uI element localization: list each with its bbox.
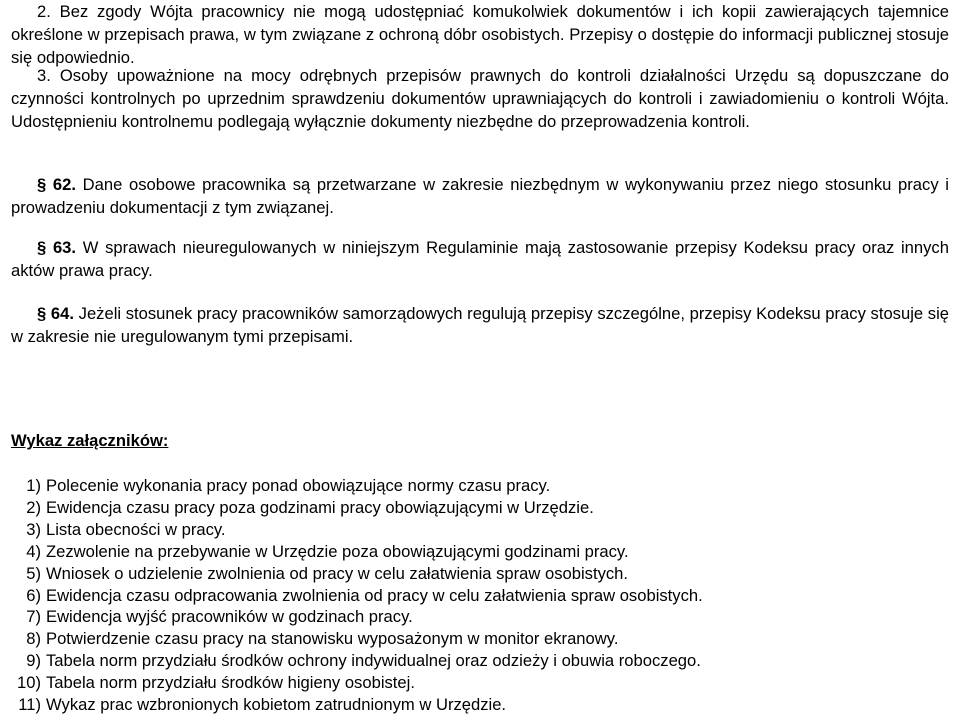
list-item-text: Wykaz prac wzbronionych kobietom zatrudnionym w Urzędzie. bbox=[46, 695, 507, 715]
list-item-index: 1) bbox=[26, 476, 41, 495]
list-item bbox=[11, 585, 703, 607]
section-62 bbox=[11, 173, 949, 219]
list-item-index: 8) bbox=[26, 629, 41, 649]
list-item-text: Lista obecności w pracy. bbox=[46, 519, 226, 539]
paragraph-number: 3. bbox=[37, 66, 51, 85]
list-item-index: 5) bbox=[26, 563, 41, 583]
section-number: 64. bbox=[50, 304, 74, 323]
section-symbol: § bbox=[37, 304, 47, 323]
list-item bbox=[11, 694, 703, 716]
paragraph-2 bbox=[11, 0, 949, 69]
list-item-index: 9) bbox=[26, 651, 41, 671]
list-item bbox=[11, 628, 703, 650]
list-item-index: 2) bbox=[26, 497, 41, 517]
list-item-text: Ewidencja wyjść pracowników w godzinach pracy. bbox=[46, 607, 413, 627]
list-item-index: 3) bbox=[26, 519, 41, 539]
attachments-list bbox=[11, 475, 703, 716]
list-item bbox=[11, 497, 703, 519]
section-63 bbox=[11, 236, 949, 282]
paragraph-3 bbox=[11, 64, 949, 133]
list-item bbox=[11, 672, 703, 694]
list-item-text: Polecenie wykonania pracy ponad obowiązujące normy czasu pracy. bbox=[46, 476, 551, 495]
list-item bbox=[11, 563, 703, 585]
list-item-text: Potwierdzenie czasu pracy na stanowisku wyposażonym w monitor ekranowy. bbox=[46, 629, 619, 649]
section-text: Jeżeli stosunek pracy pracowników samorządowych regulują przepisy szczególne, przepisy Kodeksu pracy stosuje się w zakresie nie uregulowanym tymi przepisami. bbox=[11, 304, 949, 346]
list-item bbox=[11, 475, 703, 497]
list-item bbox=[11, 606, 703, 628]
list-item-text: Wniosek o udzielenie zwolnienia od pracy w celu załatwienia spraw osobistych. bbox=[46, 563, 628, 583]
section-text: Dane osobowe pracownika są przetwarzane w zakresie niezbędnym w wykonywaniu przez niego stosunku pracy i prowadzeniu dokumentacji z tym związanej. bbox=[11, 175, 949, 217]
paragraph-number: 2. bbox=[37, 2, 51, 21]
section-64 bbox=[11, 302, 949, 348]
paragraph-text: Bez zgody Wójta pracownicy nie mogą udostępniać komukolwiek dokumentów i ich kopii zawierających tajemnice określone w przepisach prawa, w tym związane z ochroną dóbr osobistych. Przepisy o dostępie do informacji publicznej stosuje się odpowiednio. bbox=[11, 2, 949, 67]
section-text: W sprawach nieuregulowanych w niniejszym Regulaminie mają zastosowanie przepisy Kodeksu pracy oraz innych aktów prawa pracy. bbox=[11, 238, 949, 280]
list-item bbox=[11, 650, 703, 672]
paragraph-text: Osoby upoważnione na mocy odrębnych przepisów prawnych do kontroli działalności Urzędu są dopuszczane do czynności kontrolnych po uprzednim sprawdzeniu dokumentów uprawniających do kontroli i zawiadomieniu o kontroli Wójta. Udostępnieniu kontrolnemu podlegają wyłącznie dokumenty niezbędne do przeprowadzenia kontroli. bbox=[11, 66, 949, 131]
list-item bbox=[11, 519, 703, 541]
section-number: 63. bbox=[52, 238, 77, 257]
list-item-index: 11) bbox=[18, 695, 41, 715]
attachments-heading: Wykaz załączników: bbox=[11, 431, 169, 450]
list-item-index: 10) bbox=[17, 673, 41, 693]
list-item-index: 7) bbox=[26, 607, 41, 627]
list-item-text: Ewidencja czasu odpracowania zwolnienia od pracy w celu załatwienia spraw osobistych. bbox=[46, 585, 703, 605]
section-number: 62. bbox=[52, 175, 76, 194]
list-item-text: Tabela norm przydziału środków higieny osobistej. bbox=[46, 673, 415, 693]
list-item bbox=[11, 541, 703, 563]
list-item-index: 6) bbox=[26, 585, 41, 605]
list-item-text: Tabela norm przydziału środków ochrony indywidualnej oraz odzieży i obuwia roboczego. bbox=[46, 651, 701, 671]
list-item-text: Ewidencja czasu pracy poza godzinami pracy obowiązującymi w Urzędzie. bbox=[46, 497, 594, 517]
list-item-index: 4) bbox=[26, 541, 41, 561]
section-symbol: § bbox=[37, 238, 47, 257]
section-symbol: § bbox=[37, 175, 47, 194]
list-item-text: Zezwolenie na przebywanie w Urzędzie poza obowiązującymi godzinami pracy. bbox=[46, 541, 629, 561]
